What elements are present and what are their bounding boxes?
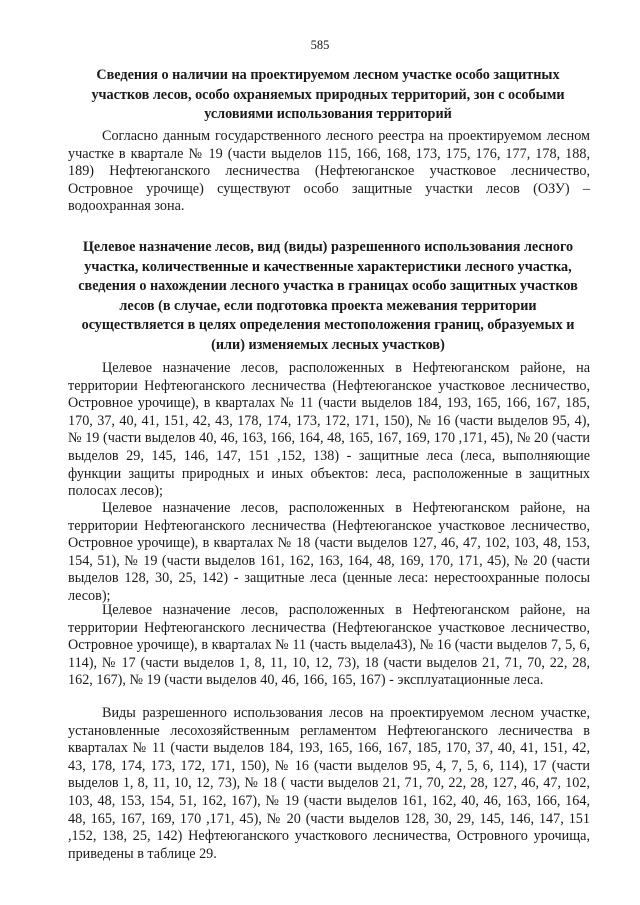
paragraph-exploitation-forests: Целевое назначение лесов, расположенных в Нефтеюганском районе, на территории Нефтеюганского лесничества (Нефтеюганское участковое лесничество, Островное урочище), в кварталах № 11 (часть выдела43), № 16 (части выделов 7, 5, 6, 114), № 17 (части выделов 1, 8, 11, 10, 12, 73), 18 (части выделов 21, 71, 70, 22, 28, 162, 167), № 19 (части выделов 40, 46, 166, 165, 167) - эксплуатационные леса. bbox=[68, 602, 590, 689]
paragraph-protective-forests: Целевое назначение лесов, расположенных в Нефтеюганском районе, на территории Нефтеюганского лесничества (Нефтеюганское участковое лесничество, Островное урочище), в кварталах № 11 (части выделов 184, 193, 165, 166, 167, 185, 170, 37, 40, 41, 151, 42, 43, 178, 174, 173, 172, 171, 150), № 16 (части выделов 95, 4), № 19 (части выделов 40, 46, 163, 166, 164, 48, 165, 167, 169, 170 ,171, 45), № 20 (части выделов 29, 145, 146, 147, 151 ,152, 138) - защитные леса (леса, выполняющие функции защиты природных и иных объектов: леса, расположенные в защитных полосах лесов); bbox=[68, 360, 590, 500]
section-heading-protected-areas: Сведения о наличии на проектируемом лесном участке особо защитных участков лесов, особо охраняемых природных территорий, зон с особыми условиями использования территорий bbox=[91, 67, 565, 122]
section-heading-forest-purpose: Целевое назначение лесов, вид (виды) разрешенного использования лесного участка, количественные и качественные характеристики лесного участка, сведения о нахождении лесного участка в границах особо защитных участков лесов (в случае, если подготовка проекта межевания территории осуществляется в целях определения местоположения границ, образуемых и (или) изменяемых лесных участков) bbox=[78, 239, 578, 353]
paragraph-protected-areas: Согласно данным государственного лесного реестра на проектируемом лесном участке в квартале № 19 (части выделов 115, 166, 168, 173, 175, 176, 177, 178, 188, 189) Нефтеюганского лесничества (Нефтеюганское участковое лесничество, Островное урочище) существуют особо защитные участки лесов (ОЗУ) – водоохранная зона. bbox=[68, 128, 590, 215]
page-number: 585 bbox=[310, 38, 330, 52]
paragraph-permitted-uses: Виды разрешенного использования лесов на проектируемом лесном участке, установленные лесохозяйственным регламентом Нефтеюганского лесничества в кварталах № 11 (части выделов 184, 193, 165, 166, 167, 185, 170, 37, 40, 41, 151, 42, 43, 178, 174, 173, 172, 171, 150), № 16 (части выделов 95, 4, 7, 5, 6, 114), 17 (части выделов 1, 8, 11, 10, 12, 73), № 18 ( части выделов 21, 71, 70, 22, 28, 127, 46, 47, 102, 103, 48, 153, 154, 51, 162, 167), № 19 (части выделов 161, 162, 40, 46, 163, 166, 164, 48, 165, 167, 169, 170 ,171, 45), № 20 (части выделов 128, 30, 29, 145, 146, 147, 151 ,152, 138, 25, 142) Нефтеюганского участкового лесничества, Островного урочища, приведены в таблице 29. bbox=[68, 705, 590, 862]
paragraph-valuable-forests: Целевое назначение лесов, расположенных в Нефтеюганском районе, на территории Нефтеюганского лесничества (Нефтеюганское участковое лесничество, Островное урочище), в кварталах № 18 (части выделов 127, 46, 47, 102, 103, 48, 153, 154, 51), № 19 (части выделов 161, 162, 163, 164, 48, 169, 170, 171, 45), № 20 (части выделов 128, 30, 25, 142) - защитные леса (ценные леса: нерестоохранные полосы лесов); bbox=[68, 500, 590, 604]
